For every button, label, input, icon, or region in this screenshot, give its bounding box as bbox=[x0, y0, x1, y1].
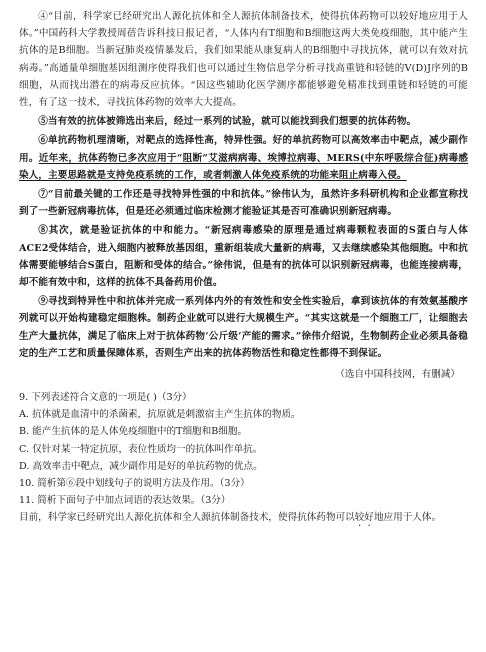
paragraph-7: ⑦“目前最关键的工作还是寻找特异性强的中和抗体。”徐伟认为，虽然许多科研机构和企业都宣称找到了一些新冠病毒抗体，但是还必须通过临床检测才能验证其是否可准确识别新冠病毒。 bbox=[19, 189, 468, 218]
question-10: 10. 简析第⑥段中划线句子的说明方法及作用。（3分） bbox=[19, 478, 250, 490]
question-9: 9. 下列表述符合文意的一项是( )（3分） bbox=[19, 392, 192, 404]
paragraph-4: ④“目前，科学家已经研究出人源化抗体和全人源抗体制备技术，使得抗体药物可以较好地应用于人体。”中国药科大学教授周蓓告诉科技日报记者，“人体内有T细胞和B细胞这两大类免疫细胞，其中能产生抗体的是B细胞。当新冠肺炎疫情暴发后，我们如果能从康复病人的B细胞中寻找抗体，就可以有效对抗病毒。”高通量单细胞基因组测序使得我们也可以通过生物信息学分析寻找高重链和轻链的V(D)J序列的B细胞，从而找出潜在的病毒反应抗体。“因这些辅助化医学测序都能够避免精准找到重链和轻链的可能性，有了这一技术，寻找抗体药物的效率大大提高。 bbox=[19, 11, 468, 109]
question-11: 11. 简析下面句子中加点词语的表达效果。（3分） bbox=[19, 495, 231, 507]
quote-text: 目前，科学家已经研究出人源化抗体和全人源抗体制备技术，使得抗体药物可以 bbox=[19, 512, 355, 524]
option-c: C. 仅针对某一特定抗原，表位性质均一的抗体叫作单抗。 bbox=[19, 443, 263, 455]
paragraph-8: ⑧其次，就是验证抗体的中和能力。“新冠病毒感染的原理是通过病毒颗粒表面的S蛋白与人体ACE2受体结合，进入细胞内被释放基因组，重新组装成大量新的病毒，又去继续感染其他细胞。中和抗体需要能够结合S蛋白，阻断和受体的结合。”徐伟说，但是有的抗体可以识别新冠病毒，也能连接病毒，却不能有效中和，这样的抗体不具备药用价值。 bbox=[19, 225, 468, 289]
source-note: （选自中国科技网，有删减） bbox=[335, 369, 460, 381]
paragraph-6 bbox=[19, 132, 468, 184]
quote-text-end: 地应用于人体。 bbox=[373, 512, 442, 524]
paragraph-5: ⑤当有效的抗体被筛选出来后，经过一系列的试验，就可以能找到我们想要的抗体药物。 bbox=[38, 116, 417, 128]
option-b: B. 能产生抗体的是人体免疫细胞中的T细胞和B细胞。 bbox=[19, 426, 248, 438]
paragraph-6-text: ⑥单抗药物机理清晰，对靶点的选择性高，特异性强。好的单抗药物可以高效率击中靶点，减少副作用。 bbox=[19, 135, 468, 164]
quote-dotted-word: 较好 bbox=[354, 512, 374, 524]
question-11-quote bbox=[19, 509, 468, 529]
option-a: A. 抗体就是血清中的杀菌素，抗原就是刺激宿主产生抗体的物质。 bbox=[19, 409, 301, 421]
option-d: D. 高效率击中靶点，减少副作用是好的单抗药物的优点。 bbox=[19, 460, 263, 472]
paragraph-9: ⑨寻找到特异性中和抗体并完成一系列体内外的有效性和安全性实验后，拿到该抗体的有效氨基酸序列就可以开始构建稳定细胞株。制药企业就可以进行大规模生产。“其实这就是一个细胞工厂，让细胞去生产大量抗体，满足了临床上对于抗体药物‘公斤级’产能的需求。”徐伟介绍说，生物制药企业必须具备稳定的生产工艺和质量保障体系，否则生产出来的抗体药物活性和稳定性都得不到保证。 bbox=[19, 296, 468, 359]
paragraph-6-underlined-sentence: 近年来，抗体药物已多次应用于“阻断”艾滋病病毒、埃博拉病毒、MERS(中东呼吸综合征)病毒感染人，主要思路就是支持免疫系统的工作，或者刺激人体免疫系统的功能来阻止病毒入侵。 bbox=[19, 152, 469, 181]
